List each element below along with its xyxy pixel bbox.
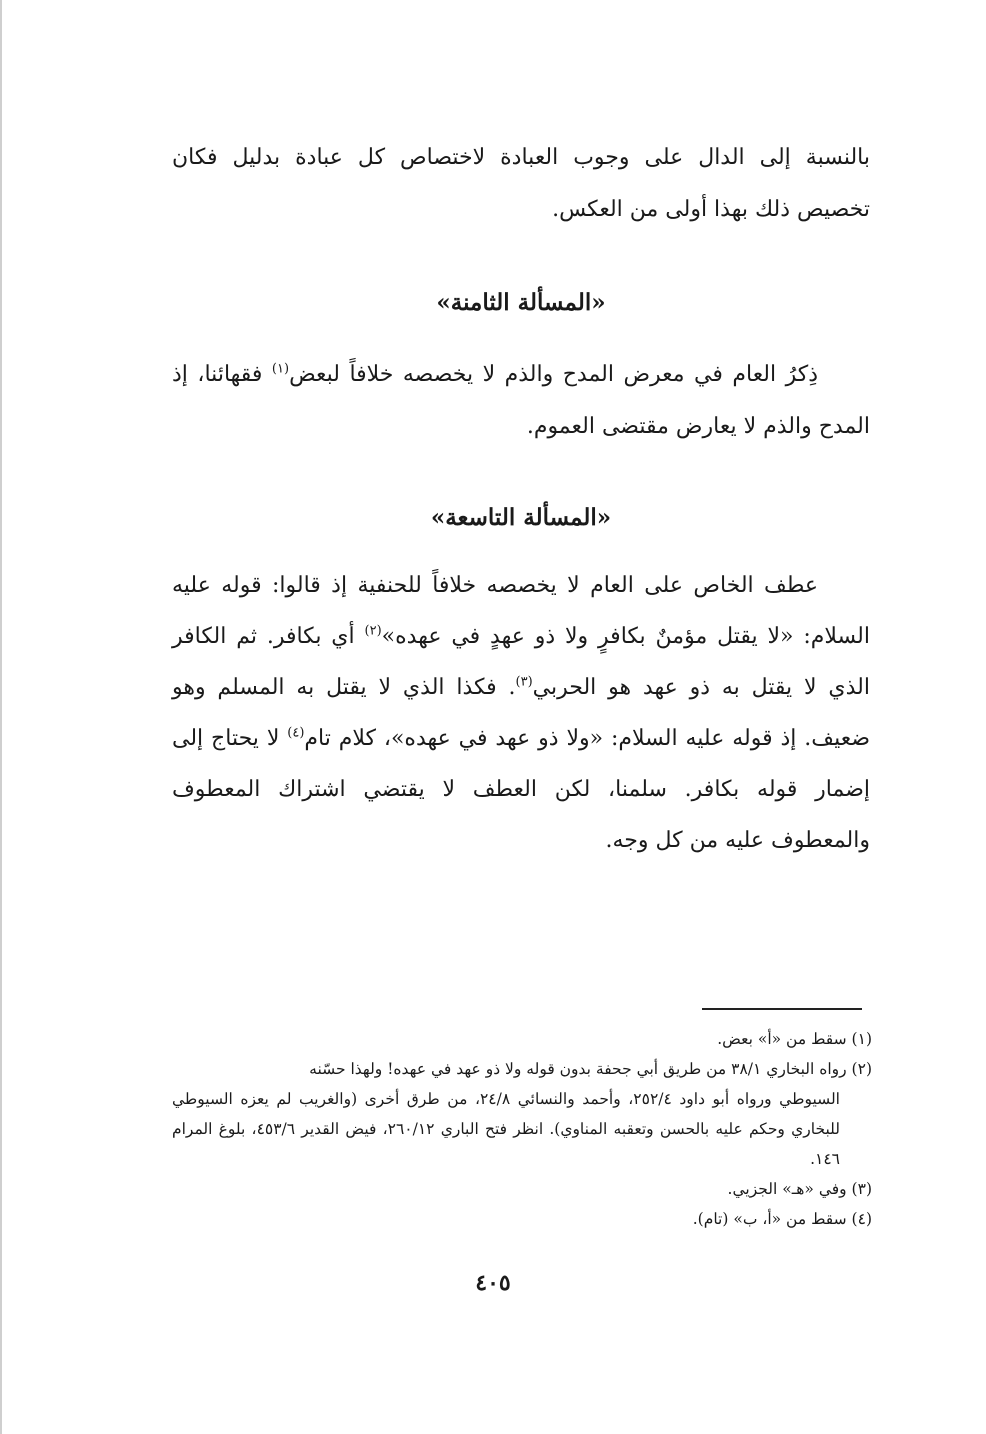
- footnote-2-continuation: السيوطي ورواه أبو داود ٢٥٢/٤، وأحمد والنسائي ٢٤/٨، من طرق أخرى (والغريب لم يعزه السيوطي للبخاري وحكم عليه بالحسن وتعقبه المناوي). انظر فتح الباري ٢٦٠/١٢، فيض القدير ٤٥٣/٦، بلوغ المرام ١٤٦.: [172, 1090, 840, 1168]
- paragraph-indent: [818, 573, 870, 598]
- footnote-3: (٣) وفي «هـ» الجزيي.: [727, 1180, 872, 1198]
- footnote-2: [172, 1054, 872, 1084]
- para3-text-3: . فكذا الذي لا يقتل به المسلم وهو ضعيف. إذ قوله عليه السلام: «ولا ذو عهد في عهده»، كلام تام: [172, 675, 871, 751]
- page-number: ٤٠٥: [475, 1270, 511, 1296]
- paragraph-issue-eight: [172, 349, 870, 453]
- para2-text-b: فقهائنا، إذ المدح والذم لا يعارض مقتضى العموم.: [172, 362, 870, 439]
- footnote-ref-2: (٢): [364, 623, 382, 639]
- paragraph-continuation: بالنسبة إلى الدال على وجوب العبادة لاختصاص كل عبادة بدليل فكان تخصيص ذلك بهذا أولى من العكس.: [172, 145, 870, 222]
- para3-text-2: أي بكافر. ثم الكافر الذي لا يقتل به ذو عهد هو الحربي: [172, 624, 870, 700]
- para2-text-a: ذِكرُ العام في معرض المدح والذم لا يخصصه خلافاً لبعض: [289, 362, 819, 387]
- footnote-1: (١) سقط من «أ» بعض.: [717, 1030, 872, 1048]
- heading-issue-nine: «المسألة التاسعة»: [430, 504, 612, 531]
- footnote-4: (٤) سقط من «أ، ب» (تام).: [692, 1210, 872, 1228]
- paragraph-indent: [818, 362, 870, 387]
- scan-edge: [0, 0, 2, 1434]
- heading-issue-eight: «المسألة الثامنة»: [436, 289, 606, 316]
- para3-text-1: عطف الخاص على العام لا يخصصه خلافاً للحنفية إذ قالوا: قوله عليه السلام: «لا يقتل مؤمنٌ بكافرٍ ولا ذو عهدٍ في عهده»: [172, 573, 870, 649]
- paragraph-issue-nine: [172, 560, 870, 866]
- footnote-separator: [702, 1008, 862, 1010]
- footnote-ref-3: (٣): [515, 674, 533, 690]
- footnote-ref-4: (٤): [287, 725, 305, 741]
- footnotes: [172, 1024, 872, 1234]
- footnote-2-first-line: (٢) رواه البخاري ٣٨/١ من طريق أبي جحفة بدون قوله ولا ذو عهد في عهده! ولهذا حسّنه: [309, 1060, 872, 1078]
- para3-text-4: لا يحتاج إلى إضمار قوله بكافر. سلمنا، لكن العطف لا يقتضي اشتراك المعطوف والمعطوف عليه من كل وجه.: [172, 726, 870, 853]
- footnote-ref-1: (١): [271, 361, 290, 377]
